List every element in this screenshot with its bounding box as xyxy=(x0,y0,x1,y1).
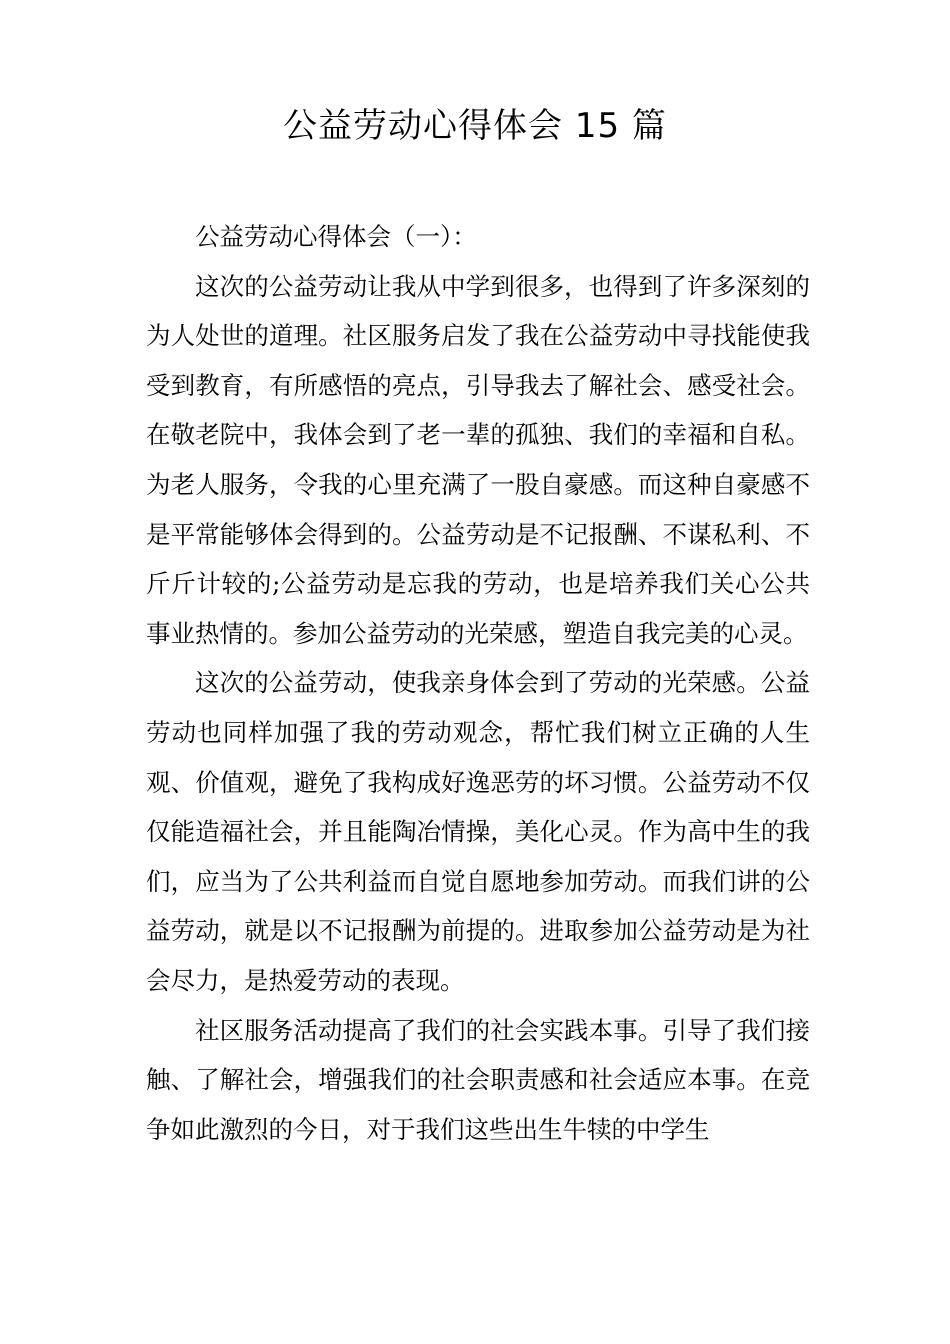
document-body xyxy=(146,212,810,1154)
paragraph-1: 这次的公益劳动让我从中学到很多，也得到了许多深刻的为人处世的道理。社区服务启发了我在公益劳动中寻找能使我受到教育，有所感悟的亮点，引导我去了解社会、感受社会。在敬老院中，我体会到了老一辈的孤独、我们的幸福和自私。为老人服务，令我的心里充满了一股自豪感。而这种自豪感不是平常能够体会得到的。公益劳动是不记报酬、不谋私利、不斤斤计较的;公益劳动是忘我的劳动，也是培养我们关心公共事业热情的。参加公益劳动的光荣感，塑造自我完美的心灵。 xyxy=(146,271,810,648)
section-heading: 公益劳动心得体会（一）： xyxy=(195,222,477,251)
paragraph-3: 社区服务活动提高了我们的社会实践本事。引导了我们接触、了解社会，增强我们的社会职责感和社会适应本事。在竞争如此激烈的今日，对于我们这些出生牛犊的中学生 xyxy=(146,1015,810,1144)
document-title: 公益劳动心得体会 15 篇 xyxy=(283,106,667,146)
paragraph-2: 这次的公益劳动，使我亲身体会到了劳动的光荣感。公益劳动也同样加强了我的劳动观念，帮忙我们树立正确的人生观、价值观，避免了我构成好逸恶劳的坏习惯。公益劳动不仅仅能造福社会，并且能陶冶情操，美化心灵。作为高中生的我们，应当为了公共利益而自觉自愿地参加劳动。而我们讲的公益劳动，就是以不记报酬为前提的。进取参加公益劳动是为社会尽力，是热爱劳动的表现。 xyxy=(146,668,810,995)
